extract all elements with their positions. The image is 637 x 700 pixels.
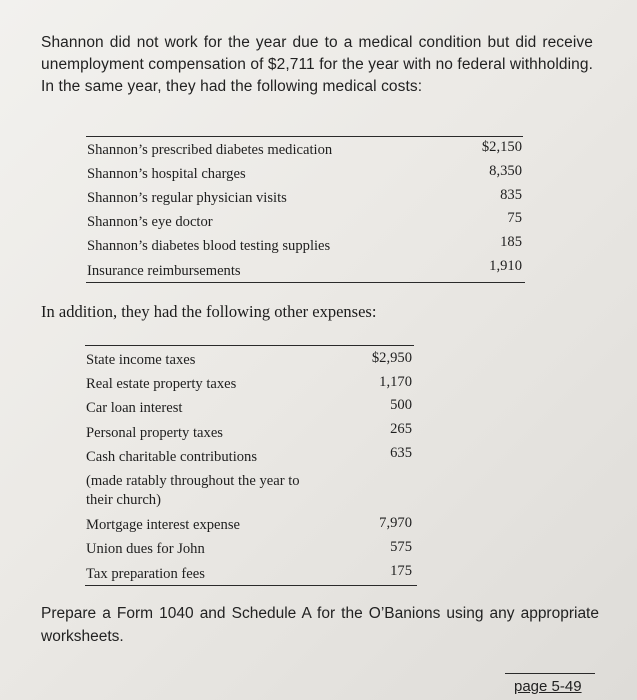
expense-amount-tax-prep-fees: 175: [390, 563, 412, 579]
medical-amount-physician: 835: [500, 187, 522, 203]
medical-amount-insurance: 1,910: [489, 258, 522, 274]
expense-label-tax-prep-fees: Tax preparation fees: [86, 566, 205, 582]
expense-amount-personal-property-tax: 265: [390, 421, 412, 437]
expenses-table-bottom-rule: [85, 585, 417, 586]
expense-amount-car-loan-interest: 500: [390, 397, 412, 413]
medical-amount-hospital: 8,350: [489, 163, 522, 179]
expense-label-state-income-tax: State income taxes: [86, 352, 196, 368]
medical-table-bottom-rule: [86, 282, 525, 283]
expense-amount-charitable-contributions: 635: [390, 445, 412, 461]
medical-amount-eye-doctor: 75: [507, 210, 522, 226]
medical-amount-medication: $2,150: [481, 139, 522, 155]
expenses-table-top-rule: [85, 345, 414, 346]
expense-label-personal-property-tax: Personal property taxes: [86, 425, 223, 441]
expense-amount-mortgage-interest: 7,970: [379, 515, 412, 531]
medical-label-physician: Shannon’s regular physician visits: [87, 190, 287, 206]
expense-label-real-estate-tax: Real estate property taxes: [86, 376, 237, 392]
page-number-rule: [505, 673, 595, 674]
medical-table-top-rule: [86, 136, 523, 137]
expense-amount-real-estate-tax: 1,170: [379, 374, 412, 390]
medical-label-insurance: Insurance reimbursements: [87, 263, 241, 279]
expense-note-line-2: their church): [86, 492, 161, 508]
medical-label-eye-doctor: Shannon’s eye doctor: [87, 214, 213, 230]
expense-amount-union-dues: 575: [390, 539, 412, 555]
medical-label-hospital: Shannon’s hospital charges: [87, 166, 246, 182]
expense-amount-state-income-tax: $2,950: [371, 350, 412, 366]
medical-label-testing-supplies: Shannon’s diabetes blood testing supplies: [87, 238, 331, 254]
medical-amount-testing-supplies: 185: [500, 234, 522, 250]
medical-label-medication: Shannon’s prescribed diabetes medication: [87, 142, 333, 158]
expense-label-charitable-contributions: Cash charitable contributions: [86, 449, 258, 465]
expense-note-line-1: (made ratably throughout the year to: [86, 473, 300, 489]
page-number: page 5-49: [514, 678, 582, 695]
other-expenses-title: In addition, they had the following other expenses:: [41, 302, 377, 321]
problem-instructions-paragraph: Prepare a Form 1040 and Schedule A for the O’Banions using any appropriate worksheets.: [41, 605, 599, 645]
problem-intro-paragraph: Shannon did not work for the year due to a medical condition but did receive unemployment compensation of $2,711 for the year with no federal withholding. In the same year, they had the following medical costs:: [41, 34, 593, 95]
expense-label-car-loan-interest: Car loan interest: [86, 400, 183, 416]
expense-label-union-dues: Union dues for John: [86, 541, 205, 557]
expense-label-mortgage-interest: Mortgage interest expense: [86, 517, 240, 533]
